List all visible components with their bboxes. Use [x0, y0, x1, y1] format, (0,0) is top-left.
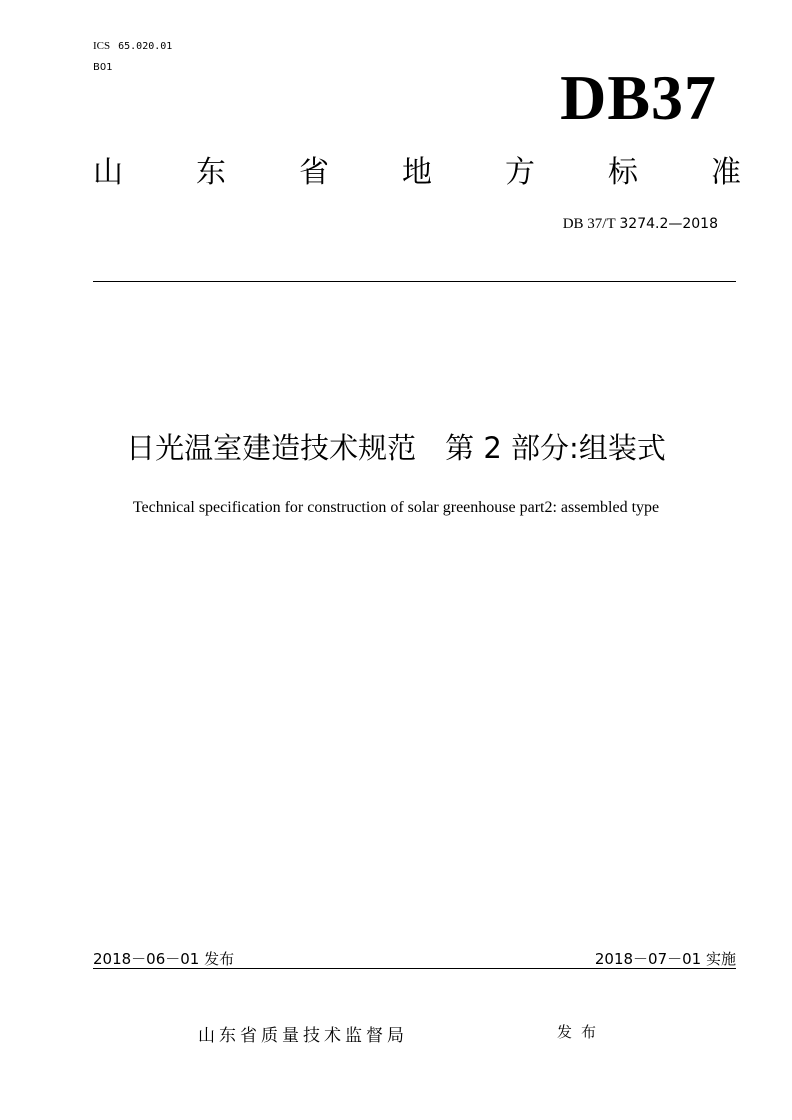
- standard-category: [93, 153, 741, 193]
- title-english: Technical specification for construction of solar greenhouse part2: assembled type: [132, 499, 660, 516]
- standard-number-value: 3274.2—2018: [619, 216, 718, 232]
- category-char: 准: [711, 155, 741, 190]
- bottom-divider: [93, 968, 736, 969]
- publish-label: 发布: [557, 1023, 606, 1041]
- ics-label: ICS: [93, 40, 111, 52]
- standard-number-prefix: DB 37/T: [562, 216, 616, 232]
- ics-code: 65.020.01: [118, 41, 173, 52]
- category-char: 方: [505, 155, 535, 190]
- top-divider: [93, 281, 736, 282]
- implementation-date: 2018－07－01 实施: [594, 950, 736, 968]
- standard-number: [563, 216, 718, 233]
- issuer-name: 山东省质量技术监督局: [198, 1026, 408, 1046]
- category-char: 标: [608, 155, 638, 190]
- classification-code: B01: [93, 62, 113, 73]
- issue-date: 2018－06－01 发布: [93, 950, 235, 968]
- category-char: 省: [299, 155, 329, 190]
- ics-line: [93, 40, 172, 52]
- category-char: 地: [402, 155, 432, 190]
- title-chinese: 日光温室建造技术规范 第 2 部分:组装式: [126, 431, 666, 465]
- standard-mark: DB37: [560, 62, 717, 133]
- category-char: 山: [93, 155, 123, 190]
- category-char: 东: [196, 155, 226, 190]
